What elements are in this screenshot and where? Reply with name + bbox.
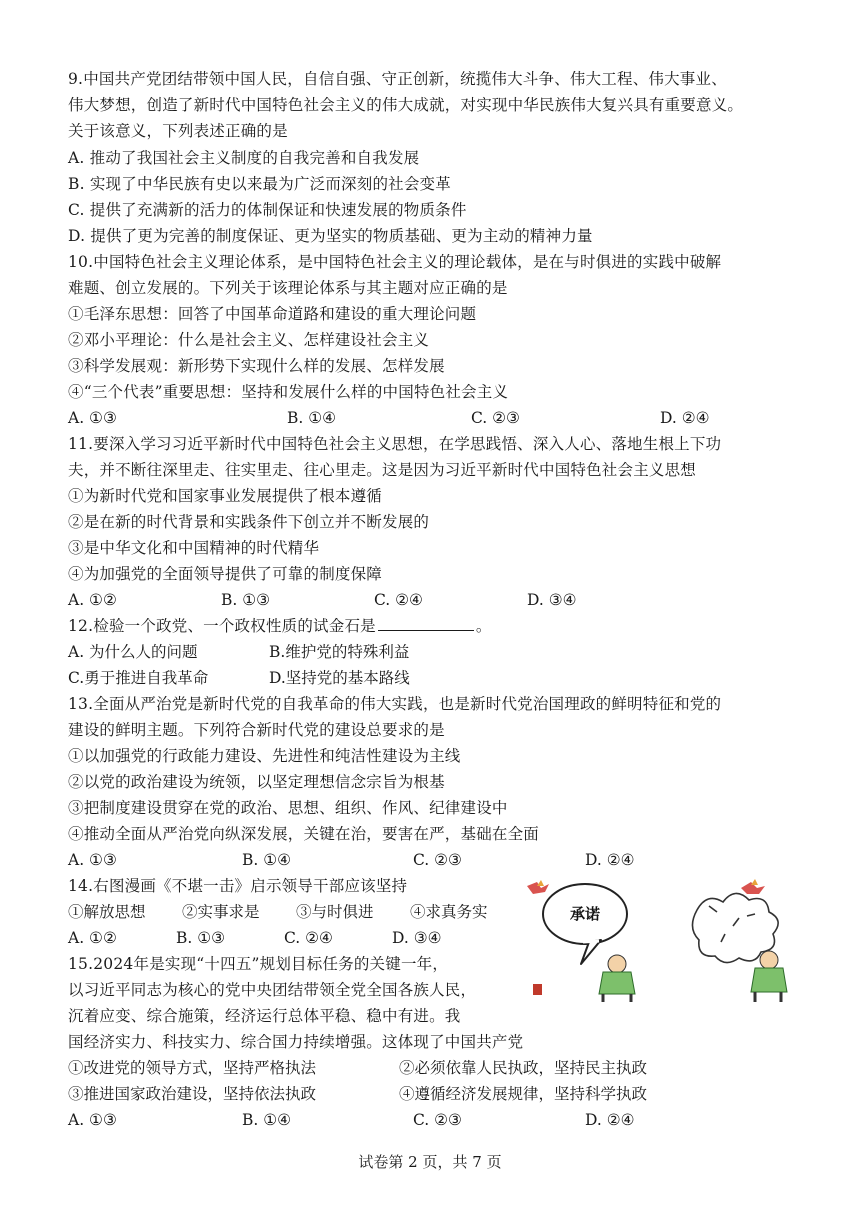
q11-item-2: ②是在新的时代背景和实践条件下创立并不断发展的 [68, 513, 430, 531]
q10-stem-line-2: 难题、创立发展的。下列关于该理论体系与其主题对应正确的是 [68, 279, 508, 297]
q11-item-1: ①为新时代党和国家事业发展提供了根本遵循 [68, 487, 383, 505]
q10-option-a: A. ①③ [68, 409, 117, 427]
q13-option-a: A. ①③ [68, 851, 117, 869]
q15-stem-line-2: 以习近平同志为核心的党中央团结带领全党全国各族人民， [68, 981, 477, 999]
q10-item-2: ②邓小平理论：什么是社会主义、怎样建设社会主义 [68, 331, 430, 349]
q11-stem-line-2: 夫，并不断往深里走、往实里走、往心里走。这是因为习近平新时代中国特色社会主义思想 [68, 461, 697, 479]
q10-option-b: B. ①④ [287, 409, 337, 427]
q9-stem-line-3: 关于该意义，下列表述正确的是 [68, 122, 288, 140]
page-footer: 试卷第 2 页，共 7 页 [358, 1153, 502, 1171]
q11-item-3: ③是中华文化和中国精神的时代精华 [68, 539, 320, 557]
q11-stem-line-1: 11.要深入学习习近平新时代中国特色社会主义思想，在学思践悟、深入人心、落地生根上下功 [68, 435, 722, 453]
q9-option-b: B. 实现了中华民族有史以来最为广泛而深刻的社会变革 [68, 175, 451, 193]
q13-item-4: ④推动全面从严治党向纵深发展，关键在治，要害在严，基础在全面 [68, 825, 540, 843]
q11-option-b: B. ①③ [221, 591, 271, 609]
q9-stem-line-1: 9.中国共产党团结带领中国人民，自信自强、守正创新，统揽伟大斗争、伟大工程、伟大事业、 [68, 70, 727, 88]
q14-option-c: C. ②④ [284, 929, 333, 947]
q15-stem-line-4: 国经济实力、科技实力、综合国力持续增强。这体现了中国共产党 [68, 1033, 524, 1051]
q12-option-b: B.维护党的特殊利益 [269, 643, 410, 661]
q13-item-2: ②以党的政治建设为统领，以坚定理想信念宗旨为根基 [68, 773, 445, 791]
q11-option-a: A. ①② [68, 591, 117, 609]
q12-option-c: C.勇于推进自我革命 [68, 669, 209, 687]
seal-stamp-icon [533, 984, 542, 995]
q15-item-4: ④遵循经济发展规律，坚持科学执政 [399, 1085, 648, 1103]
q12-answer-blank [378, 615, 474, 631]
cartoon-bubble-text: 承诺 [569, 905, 601, 923]
q12-option-a: A. 为什么人的问题 [68, 643, 198, 661]
q10-item-4: ④“三个代表”重要思想：坚持和发展什么样的中国特色社会主义 [68, 383, 509, 401]
q12-stem [68, 615, 492, 637]
q15-item-2: ②必须依靠人民执政，坚持民主执政 [399, 1059, 648, 1077]
q10-option-d: D. ②④ [660, 409, 710, 427]
q13-option-d: D. ②④ [585, 851, 635, 869]
q15-option-c: C. ②③ [413, 1111, 462, 1129]
q14-item-2: ②实事求是 [182, 903, 260, 921]
q10-stem-line-1: 10.中国特色社会主义理论体系，是中国特色社会主义的理论载体，是在与时俱进的实践中破解 [68, 253, 722, 271]
q14-item-3: ③与时俱进 [296, 903, 374, 921]
q11-item-4: ④为加强党的全面领导提供了可靠的制度保障 [68, 565, 383, 583]
q13-option-c: C. ②③ [413, 851, 462, 869]
q14-item-1: ①解放思想 [68, 903, 146, 921]
q9-option-a: A. 推动了我国社会主义制度的自我完善和自我发展 [68, 149, 420, 167]
q14-option-b: B. ①③ [176, 929, 226, 947]
q12-stem-text: 12.检验一个政党、一个政权性质的试金石是 [68, 617, 376, 635]
q10-item-3: ③科学发展观：新形势下实现什么样的发展、怎样发展 [68, 357, 445, 375]
q10-item-1: ①毛泽东思想：回答了中国革命道路和建设的重大理论问题 [68, 305, 477, 323]
q13-stem-line-2: 建设的鲜明主题。下列符合新时代党的建设总要求的是 [68, 721, 445, 739]
q9-stem-line-2: 伟大梦想，创造了新时代中国特色社会主义的伟大成就，对实现中华民族伟大复兴具有重要意义。 [68, 96, 744, 114]
q14-option-a: A. ①② [68, 929, 117, 947]
q11-option-c: C. ②④ [374, 591, 423, 609]
q10-option-c: C. ②③ [471, 409, 520, 427]
q13-option-b: B. ①④ [242, 851, 292, 869]
q13-item-3: ③把制度建设贯穿在党的政治、思想、组织、作风、纪律建设中 [68, 799, 508, 817]
q15-option-a: A. ①③ [68, 1111, 117, 1129]
q9-option-d: D. 提供了更为完善的制度保证、更为坚实的物质基础、更为主动的精神力量 [68, 227, 593, 245]
q13-item-1: ①以加强党的行政能力建设、先进性和纯洁性建设为主线 [68, 747, 461, 765]
q15-item-3: ③推进国家政治建设，坚持依法执政 [68, 1085, 317, 1103]
q12-stem-end: 。 [475, 617, 492, 635]
q15-stem-line-3: 沉着应变、综合施策，经济运行总体平稳、稳中有进。我 [68, 1007, 461, 1025]
q15-option-b: B. ①④ [242, 1111, 292, 1129]
q14-item-4: ④求真务实 [410, 903, 488, 921]
q15-item-1: ①改进党的领导方式，坚持严格执法 [68, 1059, 317, 1077]
q9-option-c: C. 提供了充满新的活力的体制保证和快速发展的物质条件 [68, 201, 467, 219]
cartoon-illustration [519, 872, 819, 1002]
q13-stem-line-1: 13.全面从严治党是新时代党的自我革命的伟大实践，也是新时代党治国理政的鲜明特征和党的 [68, 695, 722, 713]
q12-option-d: D.坚持党的基本路线 [269, 669, 410, 687]
q14-stem: 14.右图漫画《不堪一击》启示领导干部应该坚持 [68, 877, 408, 895]
q11-option-d: D. ③④ [527, 591, 577, 609]
q15-option-d: D. ②④ [585, 1111, 635, 1129]
q15-stem-line-1: 15.2024年是实现“十四五”规划目标任务的关键一年， [68, 955, 449, 973]
q14-option-d: D. ③④ [392, 929, 442, 947]
